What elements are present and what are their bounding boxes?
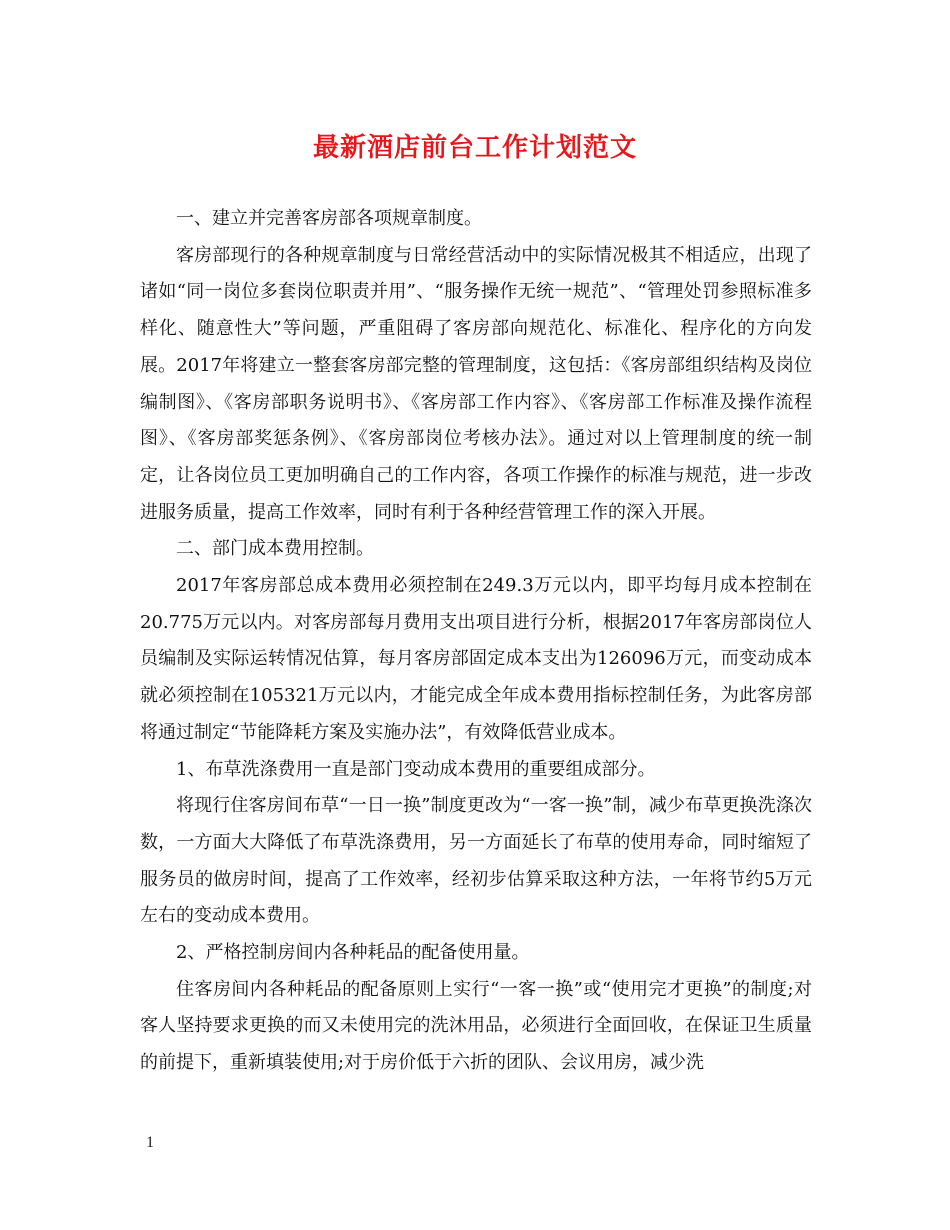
body-paragraph: 客房部现行的各种规章制度与日常经营活动中的实际情况极其不相适应，出现了诸如“同一岗位多套岗位职责并用”、“服务操作无统一规范”、“管理处罚参照标准多样化、随意性大”等问题，严重阻碍了客房部向规范化、标准化、程序化的方向发展。2017年将建立一整套客房部完整的管理制度，这包括：《客房部组织结构及岗位编制图》、《客房部职务说明书》、《客房部工作内容》、《客房部工作标准及操作流程图》、《客房部奖惩条例》、《客房部岗位考核办法》。通过对以上管理制度的统一制定，让各岗位员工更加明确自己的工作内容，各项工作操作的标准与规范，进一步改进服务质量，提高工作效率，同时有利于各种经营管理工作的深入开展。 <box>140 244 812 523</box>
section-heading: 二、部门成本费用控制。 <box>176 538 374 560</box>
document-body <box>140 201 812 1082</box>
body-paragraph: 将现行住客房间布草“一日一换”制度更改为“一客一换”制，减少布草更换洗涤次数，一方面大大降低了布草洗涤费用，另一方面延长了布草的使用寿命，同时缩短了服务员的做房时间，提高了工作效率，经初步估算采取这种方法，一年将节约5万元左右的变动成本费用。 <box>140 795 812 927</box>
body-paragraph: 住客房间内各种耗品的配备原则上实行“一客一换”或“使用完才更换”的制度;对客人坚持要求更换的而又未使用完的洗沐用品，必须进行全面回收，在保证卫生质量的前提下，重新填装使用;对于房价低于六折的团队、会议用房，减少洗 <box>140 978 812 1074</box>
section-heading: 一、建立并完善客房部各项规章制度。 <box>176 208 482 229</box>
subsection-heading: 2、严格控制房间内各种耗品的配备使用量。 <box>176 942 530 964</box>
subsection-heading: 1、布草洗涤费用一直是部门变动成本费用的重要组成部分。 <box>176 758 656 780</box>
page-number: 1 <box>146 1134 154 1151</box>
document-title: 最新酒店前台工作计划范文 <box>312 133 637 163</box>
body-paragraph: 2017年客房部总成本费用必须控制在249.3万元以内，即平均每月成本控制在20.775万元以内。对客房部每月费用支出项目进行分析，根据2017年客房部岗位人员编制及实际运转情况估算，每月客房部固定成本支出为126096万元，而变动成本就必须控制在105321万元以内，才能完成全年成本费用指标控制任务，为此客房部将通过制定“节能降耗方案及实施办法”，有效降低营业成本。 <box>140 575 812 743</box>
